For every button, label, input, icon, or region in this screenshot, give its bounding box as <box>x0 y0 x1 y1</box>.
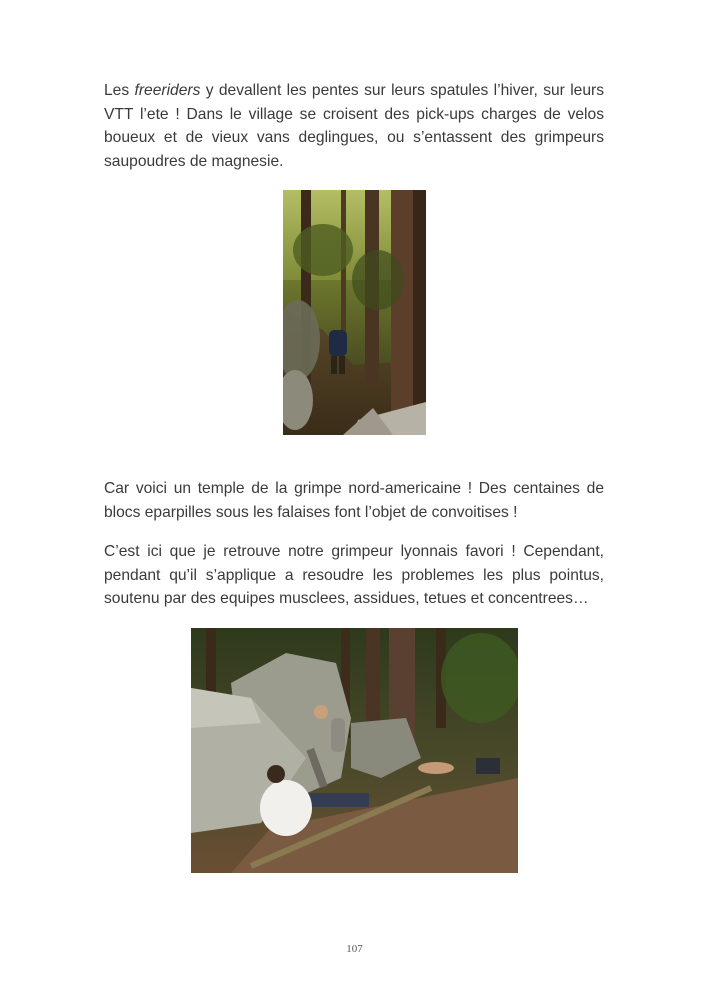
paragraph-lead-text: Les <box>104 82 135 99</box>
italic-term: freeriders <box>134 82 201 99</box>
paragraph-temple: Car voici un temple de la grimpe nord-americaine ! Des centaines de blocs eparpilles sous les falaises font l’objet de convoitises ! <box>104 480 604 521</box>
page-number: 107 <box>346 943 363 955</box>
paragraph-body-text: y devallent les pentes sur leurs spatules l’hiver, sur leurs VTT l’ete ! Dans le village se croisent des pick-ups charges de velos boueux et de vieux vans deglingues, ou s’entassent des grimpeurs saupoudres de magnesie. <box>104 82 605 170</box>
forest-trail-photo <box>283 190 426 435</box>
bouldering-photo <box>191 628 518 873</box>
paragraph-freeriders <box>104 79 604 173</box>
paragraph-climber: C’est ici que je retrouve notre grimpeur lyonnais favori ! Cependant, pendant qu’il s’applique a resoudre les problemes les plus pointus, soutenu par des equipes musclees, assidues, tetues et concentrees… <box>104 543 604 607</box>
